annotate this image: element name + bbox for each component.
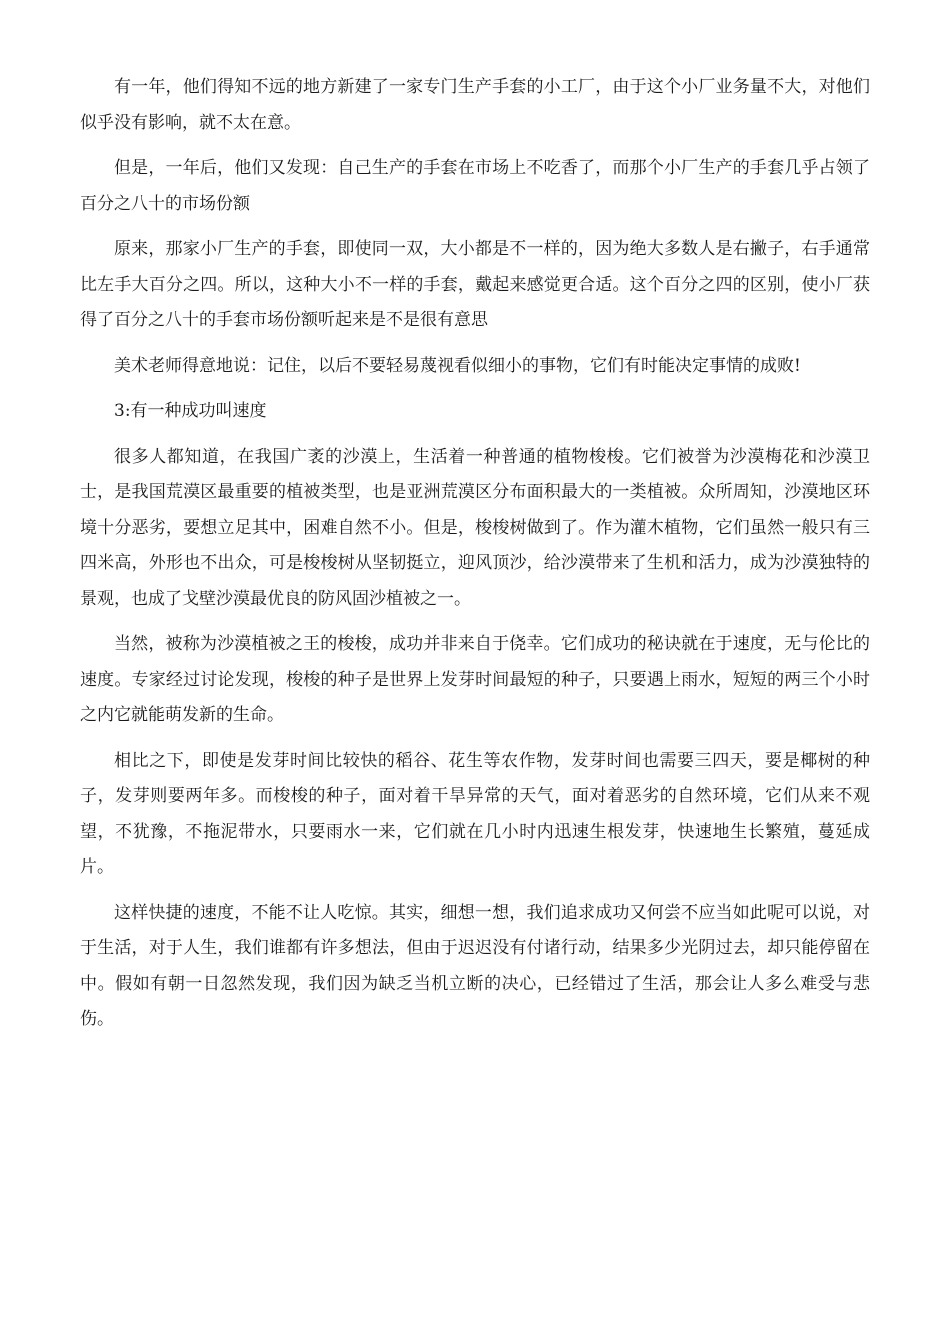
paragraph-new-factory: 有一年，他们得知不远的地方新建了一家专门生产手套的小工厂，由于这个小厂业务量不大，对他们似乎没有影响，就不太在意。 [80,77,870,133]
section-heading: 3:有一种成功叫速度 [114,401,267,421]
document-body [80,70,870,1048]
paragraph-saxaul-intro: 很多人都知道，在我国广袤的沙漠上，生活着一种普通的植物梭梭。它们被誉为沙漠梅花和沙漠卫士，是我国荒漠区最重要的植被类型，也是亚洲荒漠区分布面积最大的一类植被。众所周知，沙漠地区环境十分恶劣，要想立足其中，困难自然不小。但是，梭梭树做到了。作为灌木植物，它们虽然一般只有三四米高，外形也不出众，可是梭梭树从坚韧挺立，迎风顶沙，给沙漠带来了生机和活力，成为沙漠独特的景观，也成了戈壁沙漠最优良的防风固沙植被之一。 [80,446,870,609]
paragraph-glove-size: 原来，那家小厂生产的手套，即使同一双，大小都是不一样的，因为绝大多数人是右撇子，右手通常比左手大百分之四。所以，这种大小不一样的手套，戴起来感觉更合适。这个百分之四的区别，使小厂获得了百分之八十的手套市场份额听起来是不是很有意思 [80,239,870,330]
paragraph-life-reflection: 这样快捷的速度，不能不让人吃惊。其实，细想一想，我们追求成功又何尝不应当如此呢可以说，对于生活，对于人生，我们谁都有许多想法，但由于迟迟没有付诸行动，结果多少光阴过去，却只能停留在中。假如有朝一日忽然发现，我们因为缺乏当机立断的决心，已经错过了生活，那会让人多么难受与悲伤。 [80,902,870,1029]
paragraph-saxaul-speed: 当然，被称为沙漠植被之王的梭梭，成功并非来自于侥幸。它们成功的秘诀就在于速度，无与伦比的速度。专家经过讨论发现，梭梭的种子是世界上发芽时间最短的种子，只要遇上雨水，短短的两三个小时之内它就能萌发新的生命。 [80,634,870,725]
paragraph-germination-compare: 相比之下，即使是发芽时间比较快的稻谷、花生等农作物，发芽时间也需要三四天，要是椰树的种子，发芽则要两年多。而梭梭的种子，面对着干旱异常的天气，面对着恶劣的自然环境，它们从来不观望，不犹豫，不拖泥带水，只要雨水一来，它们就在几小时内迅速生根发芽，快速地生长繁殖，蔓延成片。 [80,750,870,877]
paragraph-teacher-quote: 美术老师得意地说：记住，以后不要轻易蔑视看似细小的事物，它们有时能决定事情的成败! [114,355,801,376]
paragraph-market-share: 但是，一年后，他们又发现：自己生产的手套在市场上不吃香了，而那个小厂生产的手套几乎占领了百分之八十的市场份额 [80,158,870,214]
